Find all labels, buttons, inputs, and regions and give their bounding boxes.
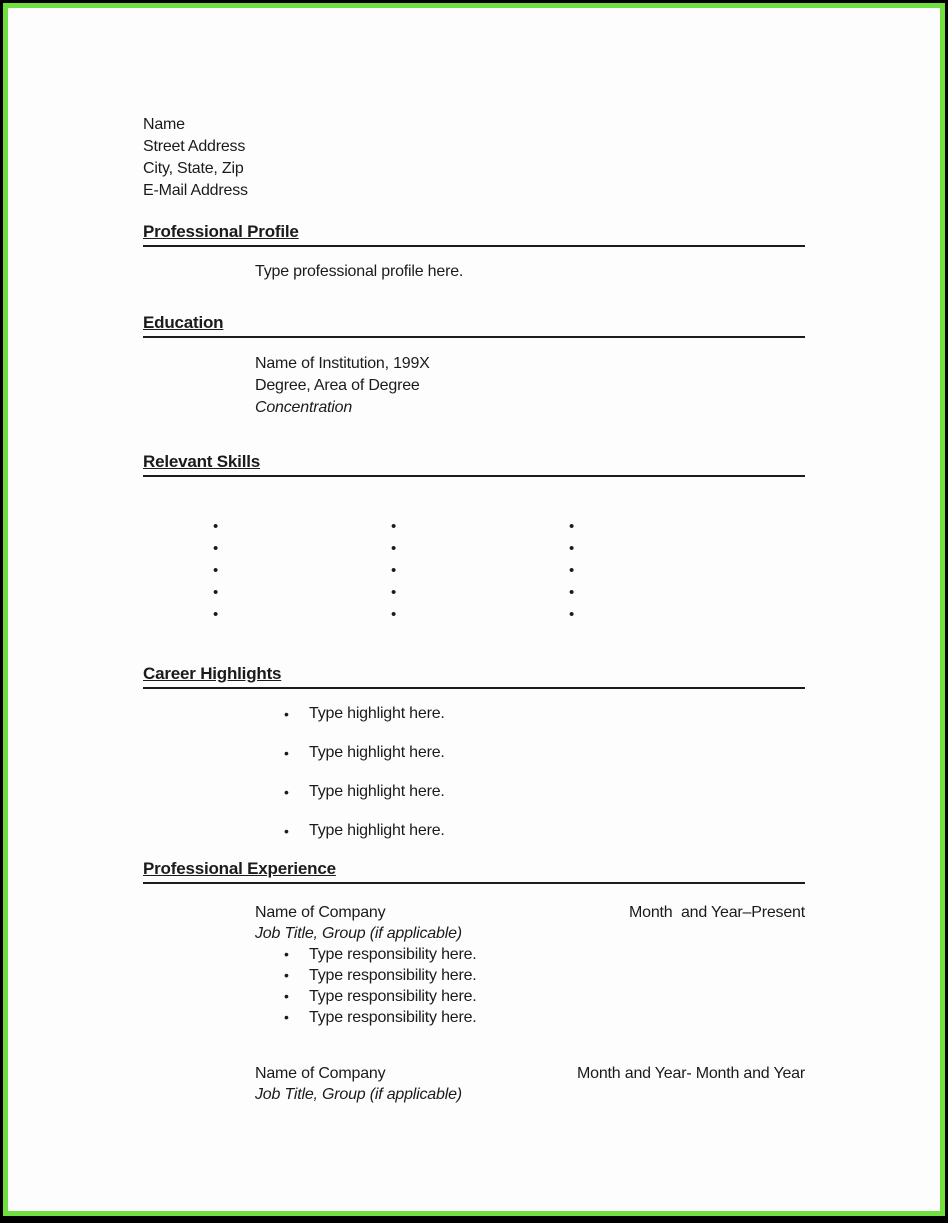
section-career-highlights	[143, 664, 805, 842]
responsibility-item	[143, 965, 805, 986]
highlight-text: Type highlight here.	[309, 822, 445, 839]
responsibility-text: Type responsibility here.	[309, 1009, 477, 1026]
responsibility-text: Type responsibility here.	[309, 988, 477, 1005]
bullet-icon: •	[284, 967, 289, 983]
experience-entry-1	[143, 902, 805, 1028]
responsibility-item	[143, 986, 805, 1007]
highlights-list	[143, 703, 805, 842]
skills-column-2	[391, 516, 569, 626]
skill-bullet: •	[391, 518, 397, 535]
experience-entry-2	[143, 1063, 805, 1105]
responsibility-item	[143, 944, 805, 965]
responsibilities-list	[143, 944, 805, 1028]
company-name: Name of Company	[255, 1065, 386, 1082]
company-date-row	[143, 1063, 805, 1084]
responsibility-item	[143, 1007, 805, 1028]
highlight-text: Type highlight here.	[309, 783, 445, 800]
contact-email: E-Mail Address	[143, 182, 248, 199]
contact-city-state-zip: City, State, Zip	[143, 160, 244, 177]
company-name: Name of Company	[255, 904, 386, 921]
section-relevant-skills	[143, 452, 805, 626]
bullet-icon: •	[284, 823, 289, 839]
education-concentration: Concentration	[255, 399, 353, 416]
skill-bullet: •	[213, 606, 219, 623]
bullet-icon: •	[284, 784, 289, 800]
profile-placeholder-text: Type professional profile here.	[255, 263, 464, 280]
contact-name: Name	[143, 116, 185, 133]
bullet-icon: •	[284, 988, 289, 1004]
skill-bullet: •	[569, 540, 575, 557]
highlight-item	[143, 820, 805, 842]
skills-column-3	[569, 516, 747, 626]
heading-professional-experience: Professional Experience	[143, 859, 805, 884]
company-date-row	[143, 902, 805, 923]
skill-bullet: •	[391, 606, 397, 623]
skill-bullet: •	[391, 562, 397, 579]
heading-education: Education	[143, 313, 805, 338]
employment-dates: Month and Year–Present	[629, 904, 805, 921]
highlight-text: Type highlight here.	[309, 705, 445, 722]
job-title: Job Title, Group (if applicable)	[255, 925, 462, 942]
resume-content	[8, 8, 940, 1105]
skill-bullet: •	[569, 584, 575, 601]
section-professional-experience	[143, 859, 805, 1105]
education-institution: Name of Institution, 199X	[255, 355, 430, 372]
heading-relevant-skills: Relevant Skills	[143, 452, 805, 477]
skill-bullet: •	[391, 540, 397, 557]
education-entry	[255, 353, 805, 419]
highlight-item	[143, 703, 805, 725]
highlight-text: Type highlight here.	[309, 744, 445, 761]
skill-bullet: •	[569, 562, 575, 579]
bullet-icon: •	[284, 745, 289, 761]
job-title: Job Title, Group (if applicable)	[255, 1086, 462, 1103]
skills-bullet-grid	[213, 516, 805, 626]
bullet-icon: •	[284, 706, 289, 722]
bullet-icon: •	[284, 1009, 289, 1025]
bullet-icon: •	[284, 946, 289, 962]
responsibility-text: Type responsibility here.	[309, 967, 477, 984]
contact-street-address: Street Address	[143, 138, 246, 155]
section-education	[143, 313, 805, 419]
employment-dates: Month and Year- Month and Year	[577, 1065, 805, 1082]
resume-page	[3, 3, 945, 1216]
skill-bullet: •	[569, 606, 575, 623]
highlight-item	[143, 781, 805, 803]
heading-career-highlights: Career Highlights	[143, 664, 805, 689]
responsibility-text: Type responsibility here.	[309, 946, 477, 963]
highlight-item	[143, 742, 805, 764]
section-professional-profile	[143, 222, 805, 283]
skill-bullet: •	[213, 540, 219, 557]
contact-block	[143, 114, 805, 202]
education-degree: Degree, Area of Degree	[255, 377, 420, 394]
skill-bullet: •	[213, 584, 219, 601]
skill-bullet: •	[569, 518, 575, 535]
heading-professional-profile: Professional Profile	[143, 222, 805, 247]
skill-bullet: •	[391, 584, 397, 601]
skills-column-1	[213, 516, 391, 626]
skill-bullet: •	[213, 562, 219, 579]
skill-bullet: •	[213, 518, 219, 535]
